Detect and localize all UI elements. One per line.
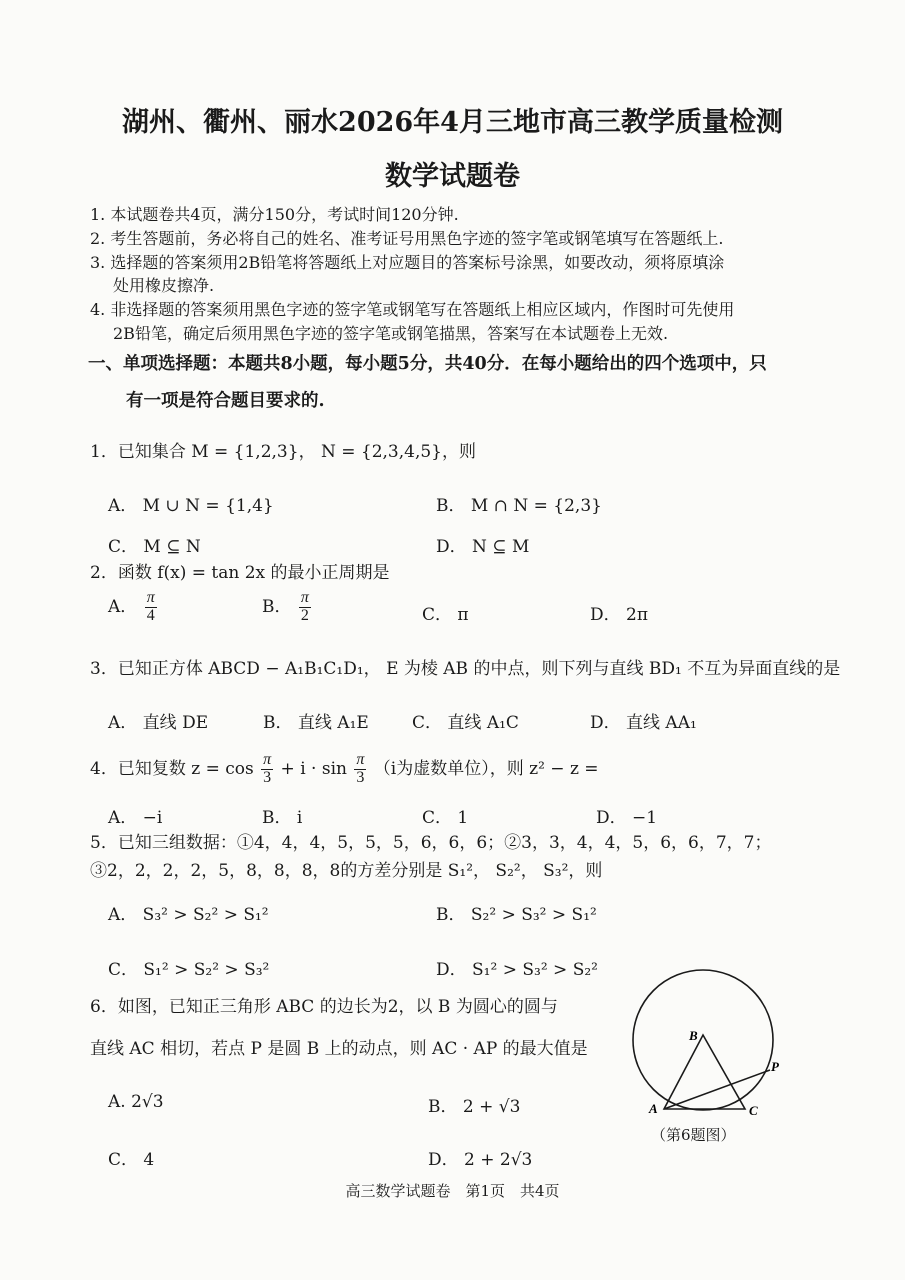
- q4-stem: [90, 752, 599, 787]
- q2-a-num: π: [146, 589, 155, 606]
- q1-stem: 1．已知集合 M = {1,2,3}， N = {2,3,4,5}，则: [90, 442, 477, 462]
- q2-b-num: π: [300, 589, 309, 606]
- triangle-abc: [664, 1035, 745, 1109]
- label-c: C: [749, 1103, 758, 1118]
- q1-option-a: A． M ∪ N = {1,4}: [108, 496, 274, 516]
- q3-option-a: A． 直线 DE: [108, 713, 209, 733]
- q5-line-2: ③2，2，2，2，5，8，8，8，8的方差分别是 S₁²， S₂²， S₃²，则: [90, 861, 603, 881]
- q6-line-1: 6．如图，已知正三角形 ABC 的边长为2，以 B 为圆心的圆与: [90, 997, 558, 1017]
- q4-option-b: B． i: [262, 808, 303, 828]
- q4-option-a: A． −i: [108, 808, 163, 828]
- q2-option-a: [108, 590, 159, 625]
- q3-stem: 3．已知正方体 ABCD − A₁B₁C₁D₁， E 为棱 AB 的中点，则下列与直线 BD₁ 不互为异面直线的是: [90, 659, 841, 679]
- q3-option-d: D． 直线 AA₁: [590, 713, 697, 733]
- q4-option-d: D． −1: [596, 808, 658, 828]
- q5-option-d: D． S₁² > S₃² > S₂²: [436, 960, 598, 980]
- note-3: 3. 选择题的答案须用2B铅笔将答题纸上对应题目的答案标号涂黑，如要改动，须将原填涂: [90, 253, 725, 272]
- q4-f2-den: 3: [356, 768, 365, 786]
- q6-option-b: B． 2 + √3: [428, 1097, 521, 1117]
- q4-f2-num: π: [356, 751, 365, 768]
- label-p: P: [771, 1059, 779, 1074]
- q2-option-b: [262, 590, 313, 625]
- note-1: 1. 本试题卷共4页，满分150分，考试时间120分钟.: [90, 205, 459, 224]
- note-4-cont: 2B铅笔，确定后须用黑色字迹的签字笔或钢笔描黑，答案写在本试题卷上无效.: [113, 324, 669, 343]
- q6-option-a: A. 2√3: [108, 1092, 164, 1112]
- q5-line-1: 5．已知三组数据：①4，4，4，5，5，5，6，6，6；②3，3，4，4，5，6，6，7，7；: [90, 833, 772, 853]
- label-b: B: [689, 1028, 698, 1043]
- section-heading-1: 一、单项选择题：本题共8小题，每小题5分，共40分．在每小题给出的四个选项中，只: [88, 354, 767, 374]
- q4-fraction-1: [261, 752, 273, 787]
- q1-option-d: D． N ⊆ M: [436, 537, 530, 557]
- note-3-cont: 处用橡皮擦净.: [113, 276, 215, 295]
- q2-stem: 2．函数 f(x) = tan 2x 的最小正周期是: [90, 563, 390, 583]
- q1-option-c: C． M ⊆ N: [108, 537, 201, 557]
- q2-option-b-fraction: [299, 590, 311, 625]
- label-a: A: [649, 1101, 658, 1116]
- q4-fraction-2: [354, 752, 366, 787]
- q5-option-a: A． S₃² > S₂² > S₁²: [108, 905, 269, 925]
- page-footer: 高三数学试题卷 第1页 共4页: [345, 1182, 560, 1200]
- q3-option-b: B． 直线 A₁E: [263, 713, 369, 733]
- q2-a-den: 4: [146, 606, 155, 624]
- q2-b-den: 2: [300, 606, 309, 624]
- q4-stem-mid: + i · sin: [280, 758, 347, 779]
- q2-option-a-label: A．: [108, 596, 138, 617]
- q5-option-c: C． S₁² > S₂² > S₃²: [108, 960, 270, 980]
- q4-f1-num: π: [263, 751, 272, 768]
- q1-option-b: B． M ∩ N = {2,3}: [436, 496, 602, 516]
- q4-stem-pre: 4．已知复数 z = cos: [90, 758, 254, 779]
- q4-stem-post: （i为虚数单位），则 z² − z =: [373, 758, 599, 779]
- q6-figure-caption: （第6题图）: [651, 1126, 736, 1144]
- section-heading-2: 有一项是符合题目要求的.: [126, 391, 325, 411]
- exam-subtitle: 数学试题卷: [385, 161, 520, 192]
- q6-option-c: C． 4: [108, 1150, 155, 1170]
- q4-option-c: C． 1: [422, 808, 469, 828]
- q4-f1-den: 3: [263, 768, 272, 786]
- q2-option-d: D． 2π: [590, 605, 649, 625]
- q6-line-2: 直线 AC 相切，若点 P 是圆 B 上的动点，则 AC · AP 的最大值是: [90, 1039, 588, 1059]
- note-2: 2. 考生答题前，务必将自己的姓名、准考证号用黑色字迹的签字笔或钢笔填写在答题纸上.: [90, 229, 724, 248]
- q5-option-b: B． S₂² > S₃² > S₁²: [436, 905, 597, 925]
- q2-option-a-fraction: [145, 590, 157, 625]
- q2-option-c: C． π: [422, 605, 469, 625]
- circle-b: [633, 970, 773, 1110]
- q2-option-b-label: B．: [262, 596, 292, 617]
- q6-option-d: D． 2 + 2√3: [428, 1150, 533, 1170]
- note-4: 4. 非选择题的答案须用黑色字迹的签字笔或钢笔写在答题纸上相应区域内，作图时可先使用: [90, 300, 735, 319]
- exam-title: 湖州、衢州、丽水2026年4月三地市高三教学质量检测: [122, 107, 783, 138]
- q3-option-c: C． 直线 A₁C: [412, 713, 519, 733]
